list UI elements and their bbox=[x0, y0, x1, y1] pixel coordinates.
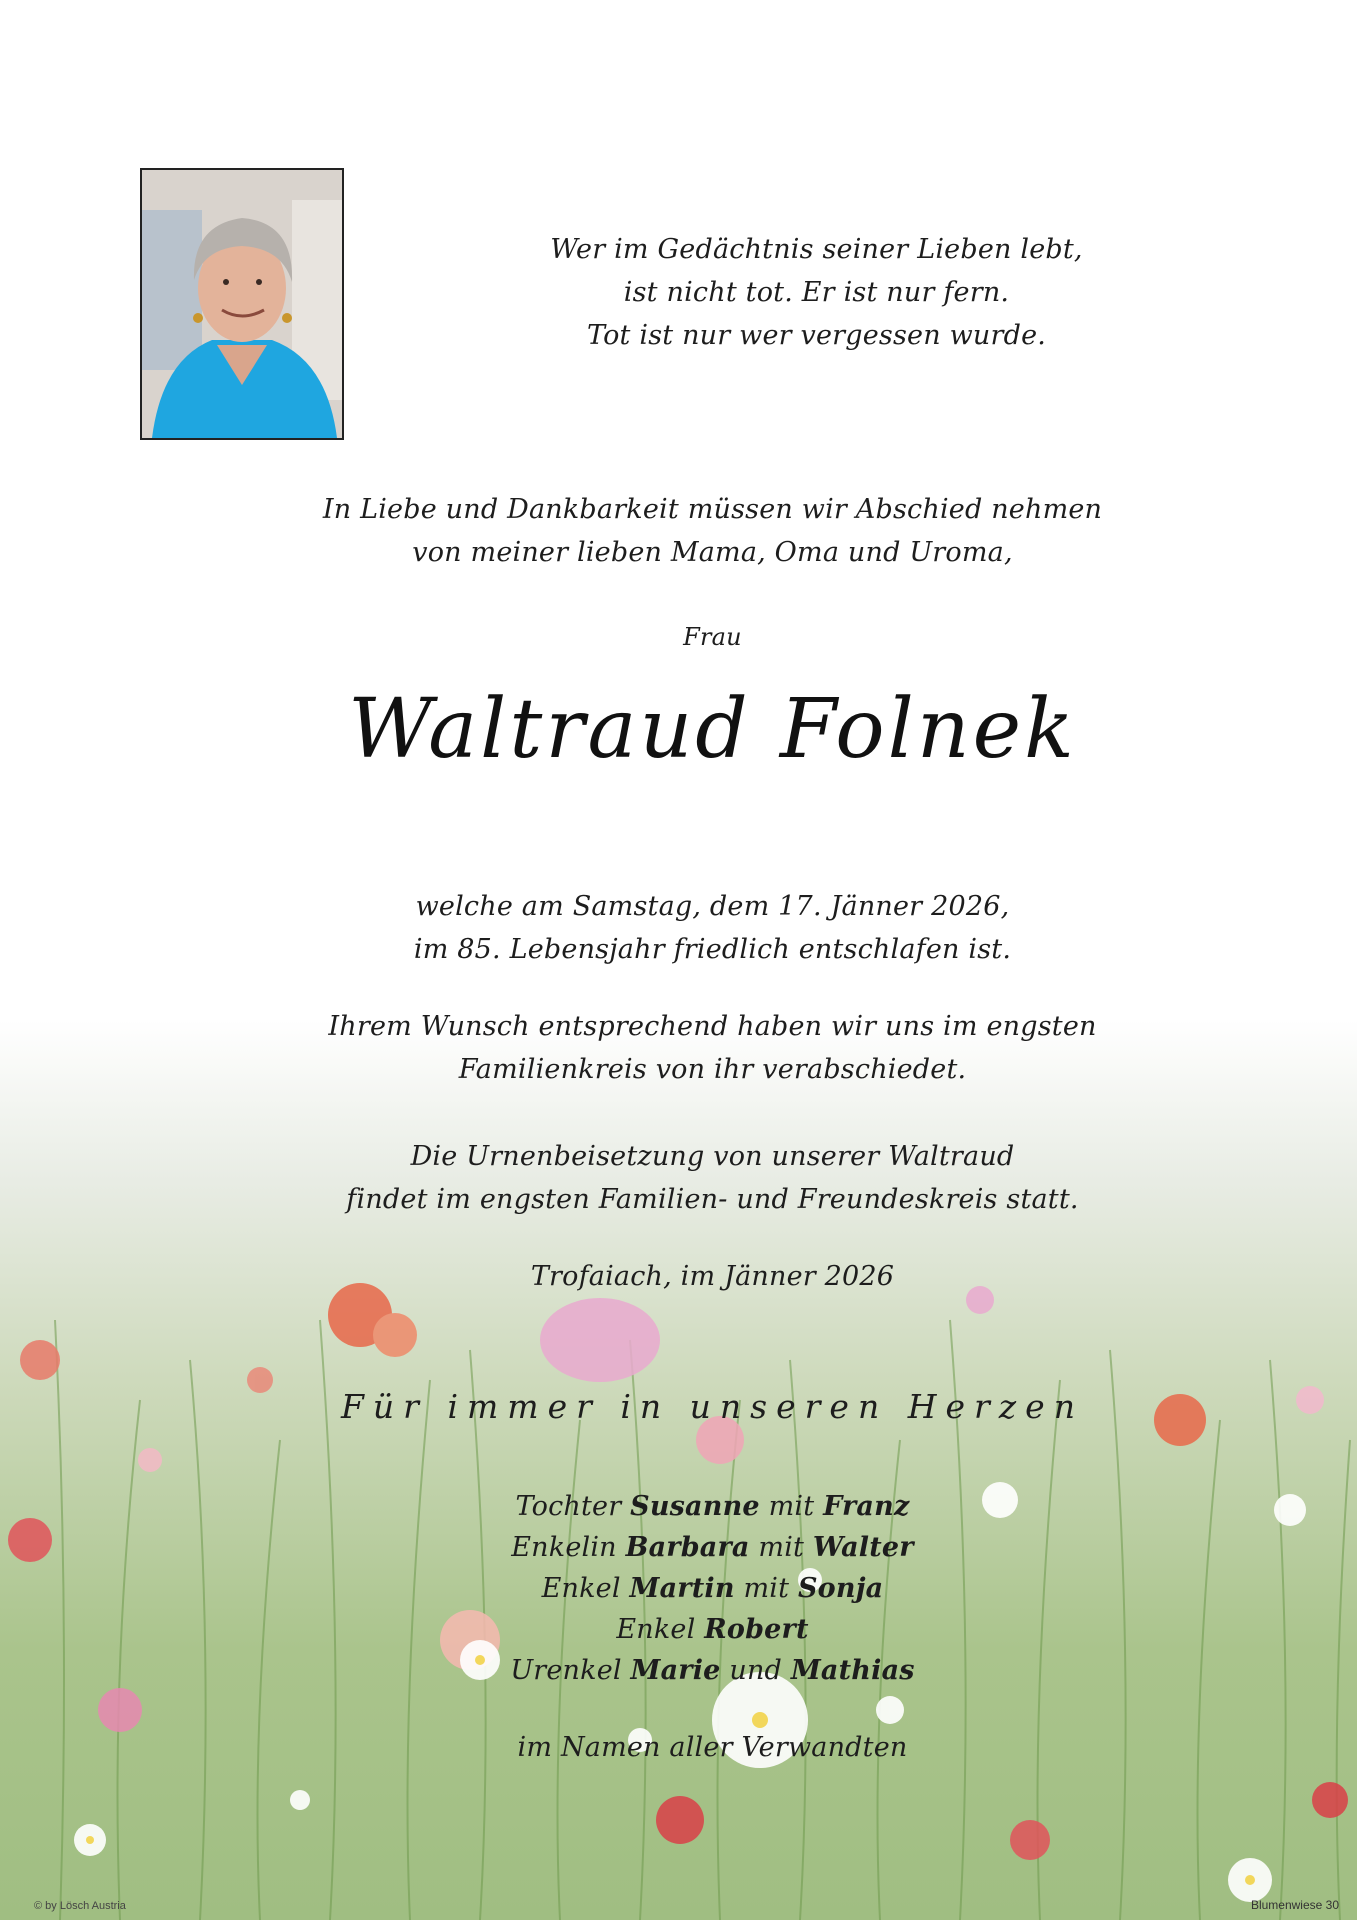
wish-line: Familienkreis von ihr verabschiedet. bbox=[458, 1054, 967, 1085]
quote-line: ist nicht tot. Er ist nur fern. bbox=[623, 277, 1010, 308]
family-member-line bbox=[34, 1486, 1357, 1527]
intro-line: von meiner lieben Mama, Oma und Uroma, bbox=[412, 537, 1013, 568]
design-code: Blumenwiese 30 bbox=[1250, 1898, 1339, 1912]
date-line: im 85. Lebensjahr friedlich entschlafen ist. bbox=[413, 934, 1012, 965]
family-name: Robert bbox=[704, 1614, 809, 1645]
wish-line: Ihrem Wunsch entsprechend haben wir uns im engsten bbox=[328, 1011, 1097, 1042]
closing-text bbox=[34, 1726, 1357, 1769]
place-date-text: Trofaiach, im Jänner 2026 bbox=[530, 1261, 895, 1292]
memorial-quote bbox=[138, 228, 1357, 357]
burial-line: findet im engsten Familien- und Freundeskreis statt. bbox=[346, 1184, 1079, 1215]
motto bbox=[34, 1385, 1357, 1428]
closing-line: im Namen aller Verwandten bbox=[517, 1732, 908, 1763]
salutation bbox=[34, 616, 1357, 659]
death-date-text bbox=[34, 885, 1357, 971]
family-member-line bbox=[34, 1527, 1357, 1568]
family-name: Martin bbox=[629, 1573, 735, 1604]
family-join: mit bbox=[768, 1491, 815, 1522]
family-name: Marie bbox=[630, 1655, 721, 1686]
family-member-line bbox=[34, 1650, 1357, 1691]
farewell-text bbox=[34, 1005, 1357, 1091]
salutation-text: Frau bbox=[683, 623, 742, 651]
intro-line: In Liebe und Dankbarkeit müssen wir Abschied nehmen bbox=[322, 494, 1103, 525]
quote-line: Tot ist nur wer vergessen wurde. bbox=[586, 320, 1047, 351]
deceased-name bbox=[34, 680, 1357, 780]
copyright-notice: © by Lösch Austria bbox=[34, 1900, 126, 1912]
family-name: Sonja bbox=[797, 1573, 884, 1604]
family-role: Enkel bbox=[541, 1573, 621, 1604]
deceased-name-text: Waltraud Folnek bbox=[348, 682, 1077, 777]
burial-text bbox=[34, 1135, 1357, 1221]
family-role: Urenkel bbox=[510, 1655, 622, 1686]
family-join: mit bbox=[743, 1573, 790, 1604]
family-name: Susanne bbox=[630, 1491, 760, 1522]
family-name: Barbara bbox=[625, 1532, 750, 1563]
family-name: Franz bbox=[823, 1491, 910, 1522]
motto-text: Für immer in unseren Herzen bbox=[341, 1387, 1084, 1426]
family-member-line bbox=[34, 1609, 1357, 1650]
date-line: welche am Samstag, dem 17. Jänner 2026, bbox=[415, 891, 1010, 922]
family-role: Enkel bbox=[616, 1614, 696, 1645]
family-name: Mathias bbox=[790, 1655, 915, 1686]
family-name: Walter bbox=[812, 1532, 914, 1563]
quote-line: Wer im Gedächtnis seiner Lieben lebt, bbox=[550, 234, 1083, 265]
family-role: Enkelin bbox=[511, 1532, 617, 1563]
family-join: mit bbox=[758, 1532, 805, 1563]
family-join: und bbox=[729, 1655, 783, 1686]
family-role: Tochter bbox=[515, 1491, 622, 1522]
place-date bbox=[34, 1255, 1357, 1298]
family-list bbox=[34, 1486, 1357, 1691]
intro-text bbox=[34, 488, 1357, 574]
burial-line: Die Urnenbeisetzung von unserer Waltraud bbox=[410, 1141, 1015, 1172]
family-member-line bbox=[34, 1568, 1357, 1609]
